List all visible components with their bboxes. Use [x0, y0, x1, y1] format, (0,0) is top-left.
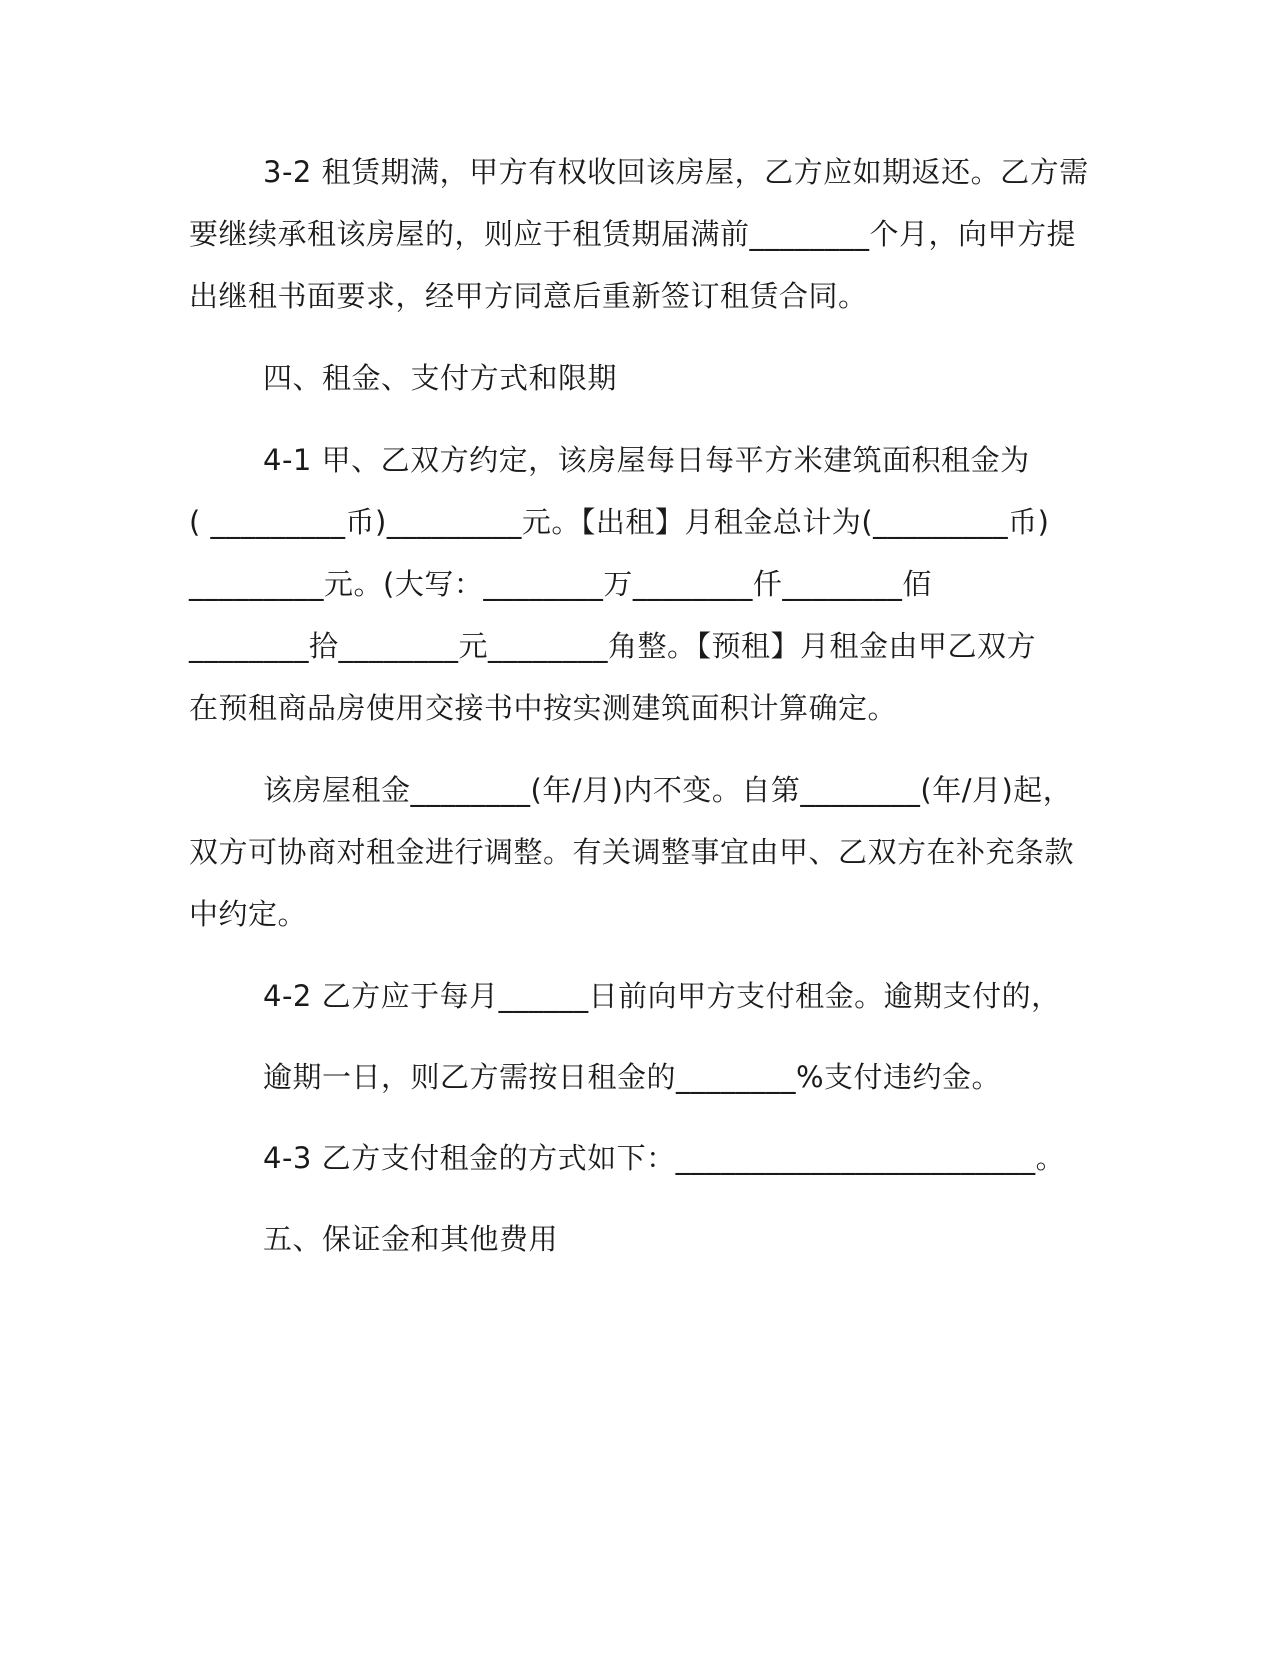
section-4-heading: 四、租金、支付方式和限期: [263, 361, 618, 395]
clause-4-2-line-2: 逾期一日，则乙方需按日租金的________%支付违约金。: [263, 1060, 1002, 1094]
clause-4-1-line-4: ________拾________元________角整。【预租】月租金由甲乙双方: [189, 629, 1037, 663]
clause-4-1-line-3: _________元。(大写：________万________仟________佰: [189, 567, 932, 601]
rent-adjustment-line-3: 中约定。: [189, 897, 308, 931]
section-5-heading: 五、保证金和其他费用: [263, 1222, 559, 1256]
rent-adjustment-line-2: 双方可协商对租金进行调整。有关调整事宜由甲、乙双方在补充条款: [189, 835, 1075, 869]
rent-adjustment-line-1: 该房屋租金________(年/月)内不变。自第________(年/月)起，: [263, 773, 1073, 807]
clause-3-2-line-2: 要继续承租该房屋的，则应于租赁期届满前________个月，向甲方提: [189, 217, 1077, 251]
clause-3-2-line-3: 出继租书面要求，经甲方同意后重新签订租赁合同。: [189, 279, 868, 313]
clause-3-2-line-1: 3-2 租赁期满，甲方有权收回该房屋，乙方应如期返还。乙方需: [263, 155, 1089, 189]
clause-4-3: 4-3 乙方支付租金的方式如下：________________________。: [263, 1141, 1066, 1175]
clause-4-1-line-2: ( _________币)_________元。【出租】月租金总计为(_________币): [189, 505, 1050, 539]
clause-4-1-line-5: 在预租商品房使用交接书中按实测建筑面积计算确定。: [189, 691, 898, 725]
clause-4-1-line-1: 4-1 甲、乙双方约定，该房屋每日每平方米建筑面积租金为: [263, 443, 1030, 477]
clause-4-2-line-1: 4-2 乙方应于每月______日前向甲方支付租金。逾期支付的，: [263, 979, 1061, 1013]
